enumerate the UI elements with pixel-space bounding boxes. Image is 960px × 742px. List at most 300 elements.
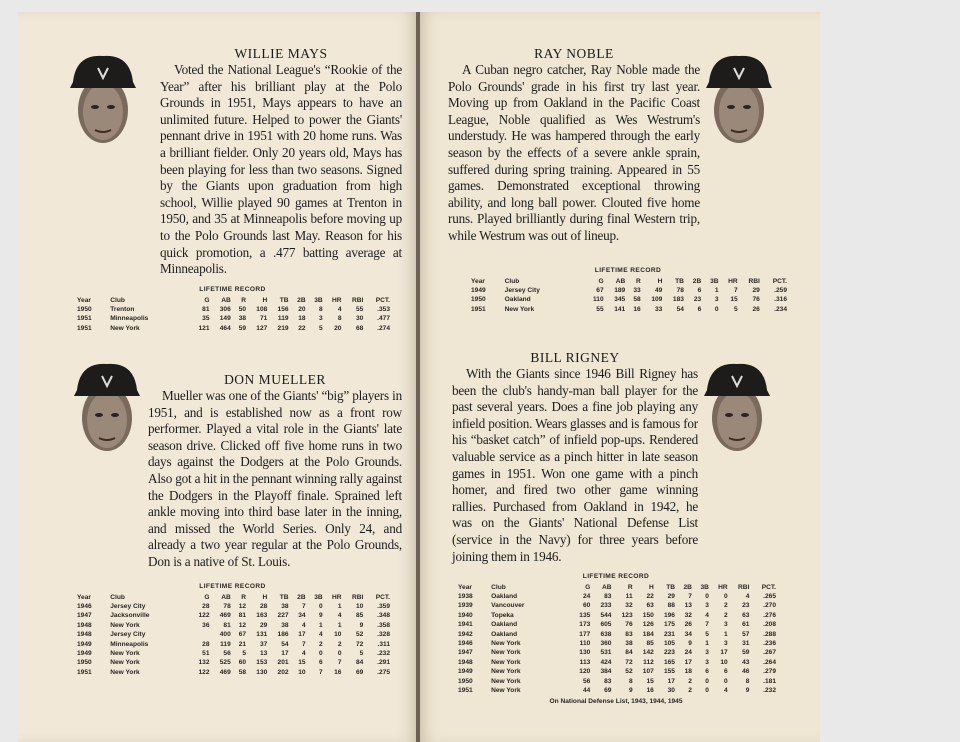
table-cell: 4 — [318, 631, 323, 639]
table-cell: 5 — [734, 305, 738, 313]
table-cell: New York — [110, 668, 140, 676]
table-cell: 7 — [688, 593, 692, 601]
table-cell: 141 — [614, 305, 626, 313]
table-cell: 38 — [281, 621, 289, 629]
column-header: PCT. — [761, 583, 776, 591]
table-cell: 84 — [625, 649, 633, 657]
column-header: TB — [666, 583, 675, 591]
table-cell: .477 — [377, 315, 390, 323]
table-cell: 17 — [281, 650, 289, 658]
table-cell: 1951 — [471, 305, 486, 313]
table-cell: 33 — [654, 305, 663, 313]
player-name: WILLIE MAYS — [234, 46, 328, 61]
table-row — [75, 621, 390, 630]
table-cell: 1939 — [458, 602, 473, 610]
table-cell: 34 — [298, 612, 306, 620]
table-cell: 59 — [238, 324, 247, 332]
table-cell: 4 — [301, 621, 306, 629]
table-cell: 1941 — [458, 621, 473, 629]
table-row — [456, 639, 776, 648]
column-header: Club — [491, 583, 506, 591]
table-cell: 233 — [600, 602, 612, 610]
table-cell: 184 — [642, 630, 654, 638]
table-cell: 183 — [672, 296, 684, 304]
table-cell: 12 — [238, 603, 247, 611]
table-cell: New York — [491, 649, 521, 657]
table-cell: 15 — [646, 677, 654, 685]
table-cell: 3 — [724, 640, 728, 648]
table-cell: 13 — [259, 650, 268, 658]
column-header: 3B — [314, 593, 323, 601]
table-cell: 9 — [745, 686, 750, 694]
table-cell: 109 — [651, 296, 663, 304]
table-cell: 6 — [318, 659, 323, 667]
table-cell: 1948 — [77, 631, 92, 639]
table-cell: 85 — [646, 640, 654, 648]
table-cell: 16 — [633, 305, 641, 313]
column-header: RBI — [748, 277, 760, 285]
table-cell: 4 — [745, 593, 750, 601]
record-note: On National Defense List, 1943, 1944, 1945 — [549, 697, 683, 705]
player-name: DON MUELLER — [224, 372, 326, 387]
table-cell: 107 — [642, 668, 654, 676]
table-cell: 20 — [334, 324, 342, 332]
table-row — [75, 649, 390, 658]
column-header: G — [585, 583, 591, 591]
table-cell: 54 — [281, 640, 289, 648]
table-cell: 150 — [642, 611, 654, 619]
table-cell: .358 — [377, 621, 390, 629]
table-cell: 28 — [202, 603, 210, 611]
table-cell: 0 — [705, 677, 709, 685]
table-cell: 10 — [355, 603, 364, 611]
table-cell: Oakland — [504, 296, 531, 304]
table-cell: 57 — [742, 630, 750, 638]
table-cell: 22 — [298, 324, 306, 332]
table-cell: 59 — [742, 649, 750, 657]
column-header: RBI — [738, 583, 750, 591]
table-cell: .236 — [763, 640, 776, 648]
table-cell: 3 — [705, 649, 709, 657]
table-cell: New York — [491, 668, 521, 676]
table-cell: 5 — [359, 650, 364, 658]
table-cell: 605 — [600, 621, 612, 629]
table-cell: 85 — [355, 612, 364, 620]
table-cell: 1946 — [77, 603, 92, 611]
table-cell: 7 — [734, 287, 738, 295]
column-header: G — [204, 296, 210, 304]
table-cell: 0 — [705, 593, 709, 601]
table-cell: .316 — [774, 296, 787, 304]
table-cell: 173 — [579, 621, 591, 629]
column-header: R — [241, 296, 247, 304]
table-cell: 123 — [621, 611, 633, 619]
table-cell: 17 — [667, 677, 675, 685]
table-cell: 3 — [724, 621, 728, 629]
table-cell: 4 — [337, 612, 342, 620]
table-cell: .181 — [763, 677, 776, 685]
table-cell: .348 — [377, 612, 390, 620]
table-cell: 55 — [596, 305, 604, 313]
column-header: HR — [718, 583, 728, 591]
column-header: PCT. — [772, 277, 787, 285]
table-cell: 110 — [593, 296, 604, 304]
column-header: 3B — [710, 277, 719, 285]
table-cell: 46 — [742, 668, 750, 676]
column-header: 3B — [314, 296, 323, 304]
table-cell: 30 — [355, 315, 364, 323]
table-row — [75, 640, 390, 649]
table-cell: 15 — [730, 296, 738, 304]
table-row — [75, 631, 390, 640]
table-cell: 68 — [355, 324, 364, 332]
column-header: PCT. — [375, 593, 390, 601]
table-cell: 1950 — [77, 659, 92, 667]
table-cell: 7 — [705, 621, 709, 629]
table-cell: .275 — [377, 668, 390, 676]
column-header: AB — [615, 277, 626, 285]
table-cell: 2 — [688, 677, 692, 685]
table-cell: 3 — [714, 296, 719, 304]
table-cell: 23 — [693, 296, 702, 304]
table-cell: 60 — [238, 659, 247, 667]
column-header: 2B — [297, 593, 306, 601]
table-cell: 32 — [684, 611, 692, 619]
table-cell: 1946 — [458, 640, 473, 648]
table-cell: 3 — [705, 602, 709, 610]
column-header: HR — [331, 296, 342, 304]
table-row — [456, 649, 776, 658]
table-cell: 1949 — [458, 668, 473, 676]
table-cell: 38 — [281, 603, 289, 611]
table-cell: .274 — [377, 324, 390, 332]
table-cell: Topeka — [491, 611, 514, 619]
table-cell: 24 — [684, 649, 692, 657]
table-cell: 1951 — [458, 686, 473, 694]
table-cell: 58 — [633, 296, 641, 304]
table-cell: 8 — [337, 315, 342, 323]
table-cell: 69 — [604, 686, 612, 694]
lifetime-record-table — [75, 286, 390, 334]
table-cell: 76 — [752, 296, 760, 304]
table-cell: Jersey City — [504, 287, 540, 295]
table-cell: 0 — [724, 677, 728, 685]
table-cell: 81 — [202, 306, 210, 314]
table-cell: 35 — [202, 315, 210, 323]
table-cell: 306 — [219, 306, 231, 314]
column-header: 2B — [683, 583, 692, 591]
column-header: PCT. — [375, 296, 390, 304]
table-cell: 9 — [628, 686, 633, 694]
table-cell: 201 — [277, 659, 289, 667]
table-cell: 1942 — [458, 630, 473, 638]
column-header: Club — [110, 296, 125, 304]
table-cell: 122 — [198, 668, 210, 676]
table-cell: 56 — [223, 650, 231, 658]
table-cell: 1951 — [77, 668, 92, 676]
table-cell: 1938 — [458, 593, 473, 601]
table-cell: .259 — [774, 287, 787, 295]
table-cell: .234 — [774, 305, 787, 313]
table-cell: 544 — [600, 611, 612, 619]
table-cell: .265 — [763, 593, 776, 601]
table-cell: 0 — [705, 686, 709, 694]
table-cell: .291 — [377, 659, 390, 667]
column-header: H — [649, 583, 654, 591]
table-cell: 67 — [238, 631, 247, 639]
table-cell: 22 — [646, 593, 654, 601]
table-cell: 5 — [705, 630, 709, 638]
table-cell: 112 — [643, 658, 654, 666]
table-cell: 8 — [628, 677, 633, 685]
table-cell — [188, 631, 209, 640]
column-header: RBI — [351, 593, 364, 601]
column-header: Year — [458, 583, 472, 591]
table-cell: 17 — [298, 631, 306, 639]
table-cell: 54 — [676, 305, 684, 313]
column-header: R — [627, 583, 633, 591]
table-cell: 83 — [625, 630, 633, 638]
table-cell: 1950 — [471, 296, 486, 304]
player-name: RAY NOBLE — [534, 46, 614, 61]
table-cell: 60 — [582, 602, 591, 610]
table-row — [75, 602, 390, 611]
player-bio: With the Giants since 1946 Bill Rigney has been the club's handy-man ball player for the past several years. Does a fine job playing any infield position. Wears glasses and is famous for his “basket catch” of infield pop-ups. Rendered valuable service as a pinch hitter in late season games in 1951. Won one game with a pinch homer, and fired two other game winning rallies. Purchased from Oakland in 1942, he was on the Giants' National Defense List (service in the Navy) for three years before joining them in 1946. — [452, 366, 698, 564]
table-cell: 142 — [642, 649, 654, 657]
table-cell: 531 — [600, 649, 612, 657]
table-row — [75, 668, 390, 677]
table-row — [456, 677, 776, 686]
table-cell: 132 — [198, 659, 210, 667]
table-cell: 2 — [688, 686, 692, 694]
table-cell: 16 — [646, 686, 654, 694]
table-cell: 38 — [625, 640, 633, 648]
table-cell: .359 — [377, 603, 390, 611]
player-bio: Voted the National League's “Rookie of the Year” after his brilliant play at the Polo Grounds in 1951, Mays appears to have an unlimited future. Helped to power the Giants' pennant drive in 1951 with 20 home runs. Was a brilliant fielder. Only 20 years old, Mays has been playing for less than two seasons. Signed by the Giants upon graduation from high school, Willie played 90 games at Trenton in 1950, and 35 at Minneapolis before moving up to the Polo Grounds last May. Reason for his quick promotion, a .477 batting average at Minneapolis. — [160, 62, 402, 277]
table-cell: 13 — [684, 602, 692, 610]
table-cell: .208 — [763, 621, 776, 629]
table-cell: 63 — [646, 602, 654, 610]
table-cell: 189 — [614, 287, 626, 295]
lifetime-record-table — [469, 267, 787, 315]
table-cell: 81 — [223, 621, 231, 629]
table-cell: 196 — [663, 611, 675, 619]
table-cell: 20 — [298, 306, 306, 314]
table-cell: 37 — [259, 640, 268, 648]
table-cell: New York — [110, 621, 140, 629]
table-cell: 1947 — [458, 649, 473, 657]
table-cell: 6 — [724, 668, 728, 676]
table-cell: .288 — [763, 630, 776, 638]
table-cell: .311 — [377, 640, 390, 648]
table-cell: 1 — [714, 287, 719, 295]
table-cell: 360 — [600, 640, 612, 648]
table-cell: 110 — [579, 640, 591, 648]
table-cell: Minneapolis — [110, 315, 149, 323]
table-cell: 1947 — [77, 612, 92, 620]
column-header: AB — [221, 296, 231, 304]
table-cell: 155 — [663, 668, 675, 676]
table-cell: 1 — [705, 640, 709, 648]
table-cell: 1951 — [77, 315, 92, 323]
table-cell: 34 — [684, 630, 692, 638]
table-cell: 17 — [684, 658, 692, 666]
table-cell: .353 — [377, 306, 390, 314]
table-cell: 153 — [256, 659, 268, 667]
table-cell: Oakland — [491, 621, 518, 629]
table-cell: 12 — [238, 621, 247, 629]
column-header: Year — [77, 296, 91, 304]
table-cell: .328 — [377, 631, 390, 639]
column-header: H — [262, 296, 268, 304]
table-cell: 424 — [600, 658, 612, 666]
table-cell: 81 — [238, 612, 247, 620]
table-cell: 4 — [724, 686, 728, 694]
table-cell: 78 — [223, 603, 231, 611]
table-cell: 469 — [219, 612, 231, 620]
player-photo — [702, 360, 772, 465]
table-cell: 1949 — [471, 287, 486, 295]
table-cell: 16 — [334, 668, 342, 676]
table-row — [469, 305, 787, 314]
table-cell: 6 — [697, 287, 702, 295]
table-cell: 71 — [259, 315, 268, 323]
table-cell: 10 — [720, 658, 728, 666]
column-header: Year — [471, 277, 485, 285]
table-cell: 1 — [318, 621, 323, 629]
table-cell: 56 — [582, 677, 591, 685]
table-cell: 43 — [742, 658, 750, 666]
column-header: HR — [728, 277, 738, 285]
table-cell: 223 — [663, 649, 675, 657]
column-header: 2B — [692, 277, 702, 285]
column-header: 3B — [700, 583, 709, 591]
table-cell: New York — [491, 640, 521, 648]
table-cell: 83 — [604, 593, 612, 601]
table-cell: 1951 — [77, 324, 92, 332]
table-cell: 149 — [219, 315, 231, 323]
table-cell: 29 — [259, 621, 268, 629]
record-title: LIFETIME RECORD — [594, 267, 662, 274]
table-cell: 6 — [705, 668, 709, 676]
table-cell: New York — [491, 686, 521, 694]
table-cell: 126 — [642, 621, 654, 629]
table-cell: 33 — [633, 287, 641, 295]
table-cell: 5 — [318, 324, 323, 332]
table-cell: Trenton — [110, 306, 135, 314]
table-cell: 1940 — [458, 611, 473, 619]
table-cell: Jersey City — [110, 631, 146, 639]
table-cell: 2 — [724, 611, 728, 619]
table-cell: 400 — [219, 631, 231, 639]
table-cell: 3 — [318, 315, 323, 323]
record-title: LIFETIME RECORD — [199, 286, 266, 293]
table-cell: 8 — [745, 677, 750, 685]
table-cell: 1949 — [77, 650, 92, 658]
table-cell: 5 — [242, 650, 247, 658]
table-cell: 30 — [667, 686, 675, 694]
column-header: H — [657, 277, 663, 285]
player-photo — [704, 52, 774, 157]
table-row — [469, 286, 787, 295]
table-cell: 84 — [355, 659, 364, 667]
table-row — [456, 668, 776, 677]
table-cell: .267 — [763, 649, 776, 657]
table-cell: Oakland — [491, 630, 518, 638]
table-cell: 219 — [277, 324, 289, 332]
table-cell: 227 — [277, 612, 289, 620]
table-cell: 177 — [579, 630, 591, 638]
table-cell: 36 — [202, 621, 210, 629]
player-bio: Mueller was one of the Giants' “big” players in 1951, and is established now as a front row performer. Played a vital role in the Giants' late season drive. Clicked off five home runs in two days against the Dodgers at the Polo Grounds. Also got a hit in the pennant winning rally against the Dodgers in the Playoff finale. Sprained left ankle moving into third base later in the inning, and missed the World Series. Only 24, and already a two year regular at the Polo Grounds, Don is a native of St. Louis. — [148, 388, 402, 569]
table-cell: 26 — [684, 621, 692, 629]
column-header: G — [204, 593, 210, 601]
table-cell: 130 — [579, 649, 591, 657]
column-header: AB — [221, 593, 231, 601]
table-row — [75, 612, 390, 621]
column-header: R — [635, 277, 641, 285]
table-cell: 464 — [219, 324, 231, 332]
table-cell: 0 — [318, 650, 323, 658]
table-cell: New York — [491, 677, 521, 685]
player-bio: A Cuban negro catcher, Ray Noble made the Polo Grounds' grade in his first try last year. Moving up from Oakland in the Pacific Coast League, Noble qualified as Wes Westrum's understudy. He was hampered through the early season by the effects of a severe ankle sprain, suffered during spring training. Appeared in 55 games. Demonstrated exceptional throwing ability, and long ball power. Clouted five home runs. Played brilliantly during final Western trip, while Westrum was out of lineup. — [448, 62, 700, 243]
table-cell: 638 — [600, 630, 612, 638]
table-cell: 29 — [752, 287, 760, 295]
player-photo — [68, 52, 138, 157]
column-header: TB — [675, 277, 684, 285]
column-header: RBI — [351, 296, 364, 304]
column-header: H — [262, 593, 268, 601]
table-cell: 108 — [256, 306, 268, 314]
table-cell: 17 — [720, 649, 728, 657]
table-cell: 1950 — [77, 306, 92, 314]
table-cell: .264 — [763, 658, 776, 666]
table-cell: 0 — [714, 305, 719, 313]
table-cell: 63 — [742, 611, 750, 619]
table-cell: 52 — [355, 631, 364, 639]
table-cell: 26 — [752, 305, 760, 313]
table-cell: 49 — [654, 287, 663, 295]
table-cell: 469 — [219, 668, 231, 676]
table-cell: 11 — [625, 593, 633, 601]
table-cell: 83 — [604, 677, 612, 685]
table-cell: .270 — [763, 602, 776, 610]
table-cell: 1950 — [458, 677, 473, 685]
record-title: LIFETIME RECORD — [199, 583, 266, 590]
table-cell: New York — [491, 658, 521, 666]
table-cell: 50 — [238, 306, 247, 314]
table-cell: 163 — [256, 612, 268, 620]
table-cell: .232 — [763, 686, 776, 694]
table-cell: 28 — [259, 603, 268, 611]
lifetime-record-table — [456, 573, 776, 706]
table-cell: 72 — [355, 640, 364, 648]
table-row — [75, 324, 390, 333]
table-cell: 61 — [742, 621, 750, 629]
table-cell: 131 — [256, 631, 268, 639]
table-cell: 2 — [724, 602, 728, 610]
table-cell: 231 — [663, 630, 675, 638]
table-cell: New York — [110, 650, 140, 658]
table-row — [456, 611, 776, 620]
table-cell: New York — [110, 324, 140, 332]
table-cell: 78 — [676, 287, 684, 295]
table-cell: 1 — [337, 621, 342, 629]
table-row — [469, 296, 787, 305]
table-cell: 120 — [579, 668, 591, 676]
column-header: G — [598, 277, 604, 285]
table-cell: 10 — [334, 631, 342, 639]
